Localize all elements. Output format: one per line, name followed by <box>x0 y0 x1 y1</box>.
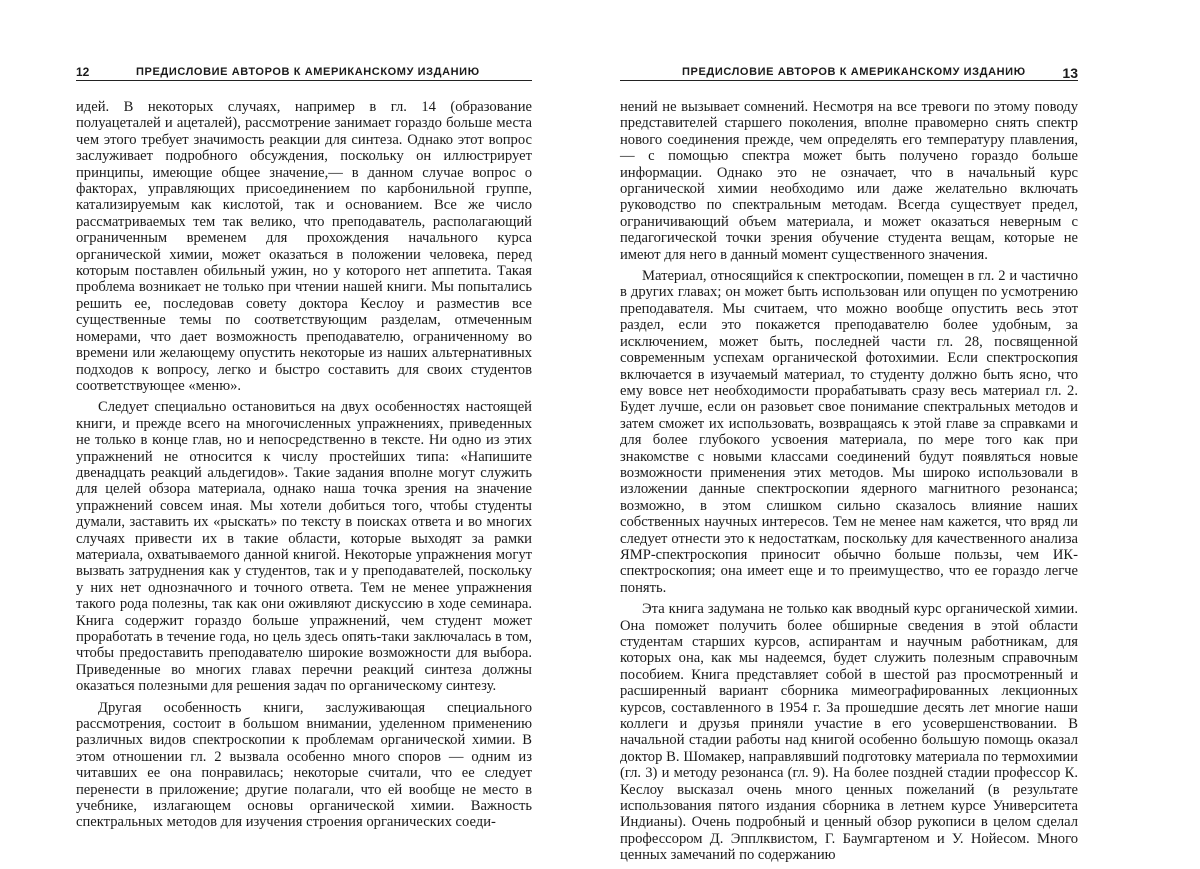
header-title: ПРЕДИСЛОВИЕ АВТОРОВ К АМЕРИКАНСКОМУ ИЗДАНИЮ <box>682 66 1026 78</box>
paragraph: нений не вызывает сомнений. Несмотря на все тревоги по этому поводу представителей старшего поколения, вполне правомерно снять спектр нового соединения прежде, чем определять его температуру плавления,— с помощью спектра может быть получено гораздо больше информации. Однако это не означает, что в начальный курс органической химии необходимо или даже желательно включать руководство по спектральным методам. Всегда существует предел, ограничивающий объем материала, и может оказаться неверным с педагогической точки зрения обучение студента вещам, которые не имеют для него в данный момент существенного значения. <box>620 99 1078 263</box>
paragraph: идей. В некоторых случаях, например в гл. 14 (образование полуацеталей и ацеталей), рассмотрение занимает гораздо больше места чем этого требует значимость реакции для синтеза. Однако этот вопрос заслуживает подробного обсуждения, поскольку он иллюстрирует принципы, имеющие общее значение,— в данном случае вопрос о факторах, управляющих присоединением по карбонильной группе, катализируемым как кислотой, так и основанием. Все же число рассматриваемых тем так велико, что преподаватель, располагающий ограниченным временем для прохождения начального курса органической химии, может оказаться в положении человека, перед которым поставлен обильный ужин, но у которого нет аппетита. Такая проблема возникает не только при чтении нашей книги. Мы попытались решить ее, последовав совету доктора Кеслоу и разместив все существенные темы по соответствующим разделам, отмеченным номерами, что дает возможность преподавателю, ограниченному во времени или желающему опустить некоторые из наших альтернативных подходов к вопросу, легко и быстро составить для своих студентов соответствующее «меню». <box>76 99 532 394</box>
paragraph: Материал, относящийся к спектроскопии, помещен в гл. 2 и частично в других главах; он может быть использован или опущен по усмотрению преподавателя. Мы считаем, что можно вообще опустить весь этот раздел, если это покажется преподавателю более удобным, за исключением, может быть, последней части гл. 28, посвященной современным успехам органической фотохимии. Если спектроскопия включается в изучаемый материал, то студенту должно быть ясно, что ему вовсе нет необходимости прорабатывать сразу весь материал гл. 2. Будет лучше, если он разовьет свое понимание спектральных методов и затем сможет их использовать, возвращаясь к этой главе за справками и для более глубокого усвоения материала, по мере того как при знакомстве с новыми классами соединений будут появляться новые возможности применения этих методов. Мы широко использовали в изложении данные спектроскопии ядерного магнитного резонанса; возможно, в этом слишком сильно сказалось влияние наших собственных научных интересов. Тем не менее нам кажется, что вряд ли следует отнести это к недостаткам, поскольку для качественного анализа ЯМР-спектроскопия приносит обычно больше пользы, чем ИК-спектроскопия; она имеет еще и то преимущество, что ее гораздо легче понять. <box>620 268 1078 596</box>
left-page <box>76 62 532 831</box>
page-body <box>620 99 1078 864</box>
paragraph: Другая особенность книги, заслуживающая специального рассмотрения, состоит в большом внимании, уделенном применению различных видов спектроскопии к проблемам органической химии. В этом отношении гл. 2 вызвала особенно много споров — одним из читавших ее она понравилась; некоторые считали, что ее следует перенести в приложение; другие полагали, что ей вообще не место в учебнике, излагающем основы органической химии. Важность спектральных методов для изучения строения органических соеди- <box>76 699 532 831</box>
paragraph: Эта книга задумана не только как вводный курс органической химии. Она поможет получить более обширные сведения в этой области студентам старших курсов, аспирантам и научным работникам, для которых она, как мы надеемся, будет служить полезным справочным пособием. Книга представляет собой в шестой раз просмотренный и расширенный вариант сборника мимеографированных лекционных курсов, составленного в 1954 г. За прошедшие десять лет многие наши коллеги и друзья приняли участие в его усовершенствовании. В начальной стадии работы над книгой особенно большую помощь оказал доктор В. Шомакер, направлявший подготовку материала по термохимии (гл. 3) и методу резонанса (гл. 9). На более поздней стадии профессор К. Кеслоу высказал очень много ценных пожеланий (в результате использования пятого издания сборника в летнем курсе Университета Индианы). Очень подробный и ценный обзор рукописи в целом сделал профессором Д. Эпплквистом, Г. Баумгартеном и У. Нойесом. Много ценных замечаний по содержанию <box>620 601 1078 864</box>
right-page <box>620 62 1078 864</box>
page-number: 12 <box>76 65 90 79</box>
page-body <box>76 99 532 831</box>
page-number: 13 <box>1062 65 1078 81</box>
paragraph: Следует специально остановиться на двух особенностях настоящей книги, и прежде всего на многочисленных упражнениях, приведенных не только в конце глав, но и непосредственно в тексте. Ни одно из этих упражнений не относится к числу простейших типа: «Напишите двенадцать реакций альдегидов». Такие задания вполне могут служить для целей обзора материала, однако наша точка зрения на значение упражнений совсем иная. Мы хотели добиться того, чтобы студенты думали, заставить их «рыскать» по тексту в поисках ответа и во многих случаях привести их в такие области, которые выходят за рамки материала, охватываемого данной книгой. Некоторые упражнения могут вызвать затруднения как у студентов, так и у преподавателей, поскольку у них нет однозначного и точного ответа. Тем не менее упражнения такого рода полезны, так как они оживляют дискуссию в ходе семинара. Книга содержит гораздо больше упражнений, чем студент может проработать в течение года, но цель здесь опять-таки заключалась в том, чтобы предоставить преподавателю широкие возможности для выбора. Приведенные во многих главах перечни реакций синтеза должны оказаться полезными для решения задач по органическому синтезу. <box>76 399 532 695</box>
running-header <box>76 62 532 81</box>
header-title: ПРЕДИСЛОВИЕ АВТОРОВ К АМЕРИКАНСКОМУ ИЗДАНИЮ <box>136 66 480 78</box>
running-header <box>620 62 1078 81</box>
